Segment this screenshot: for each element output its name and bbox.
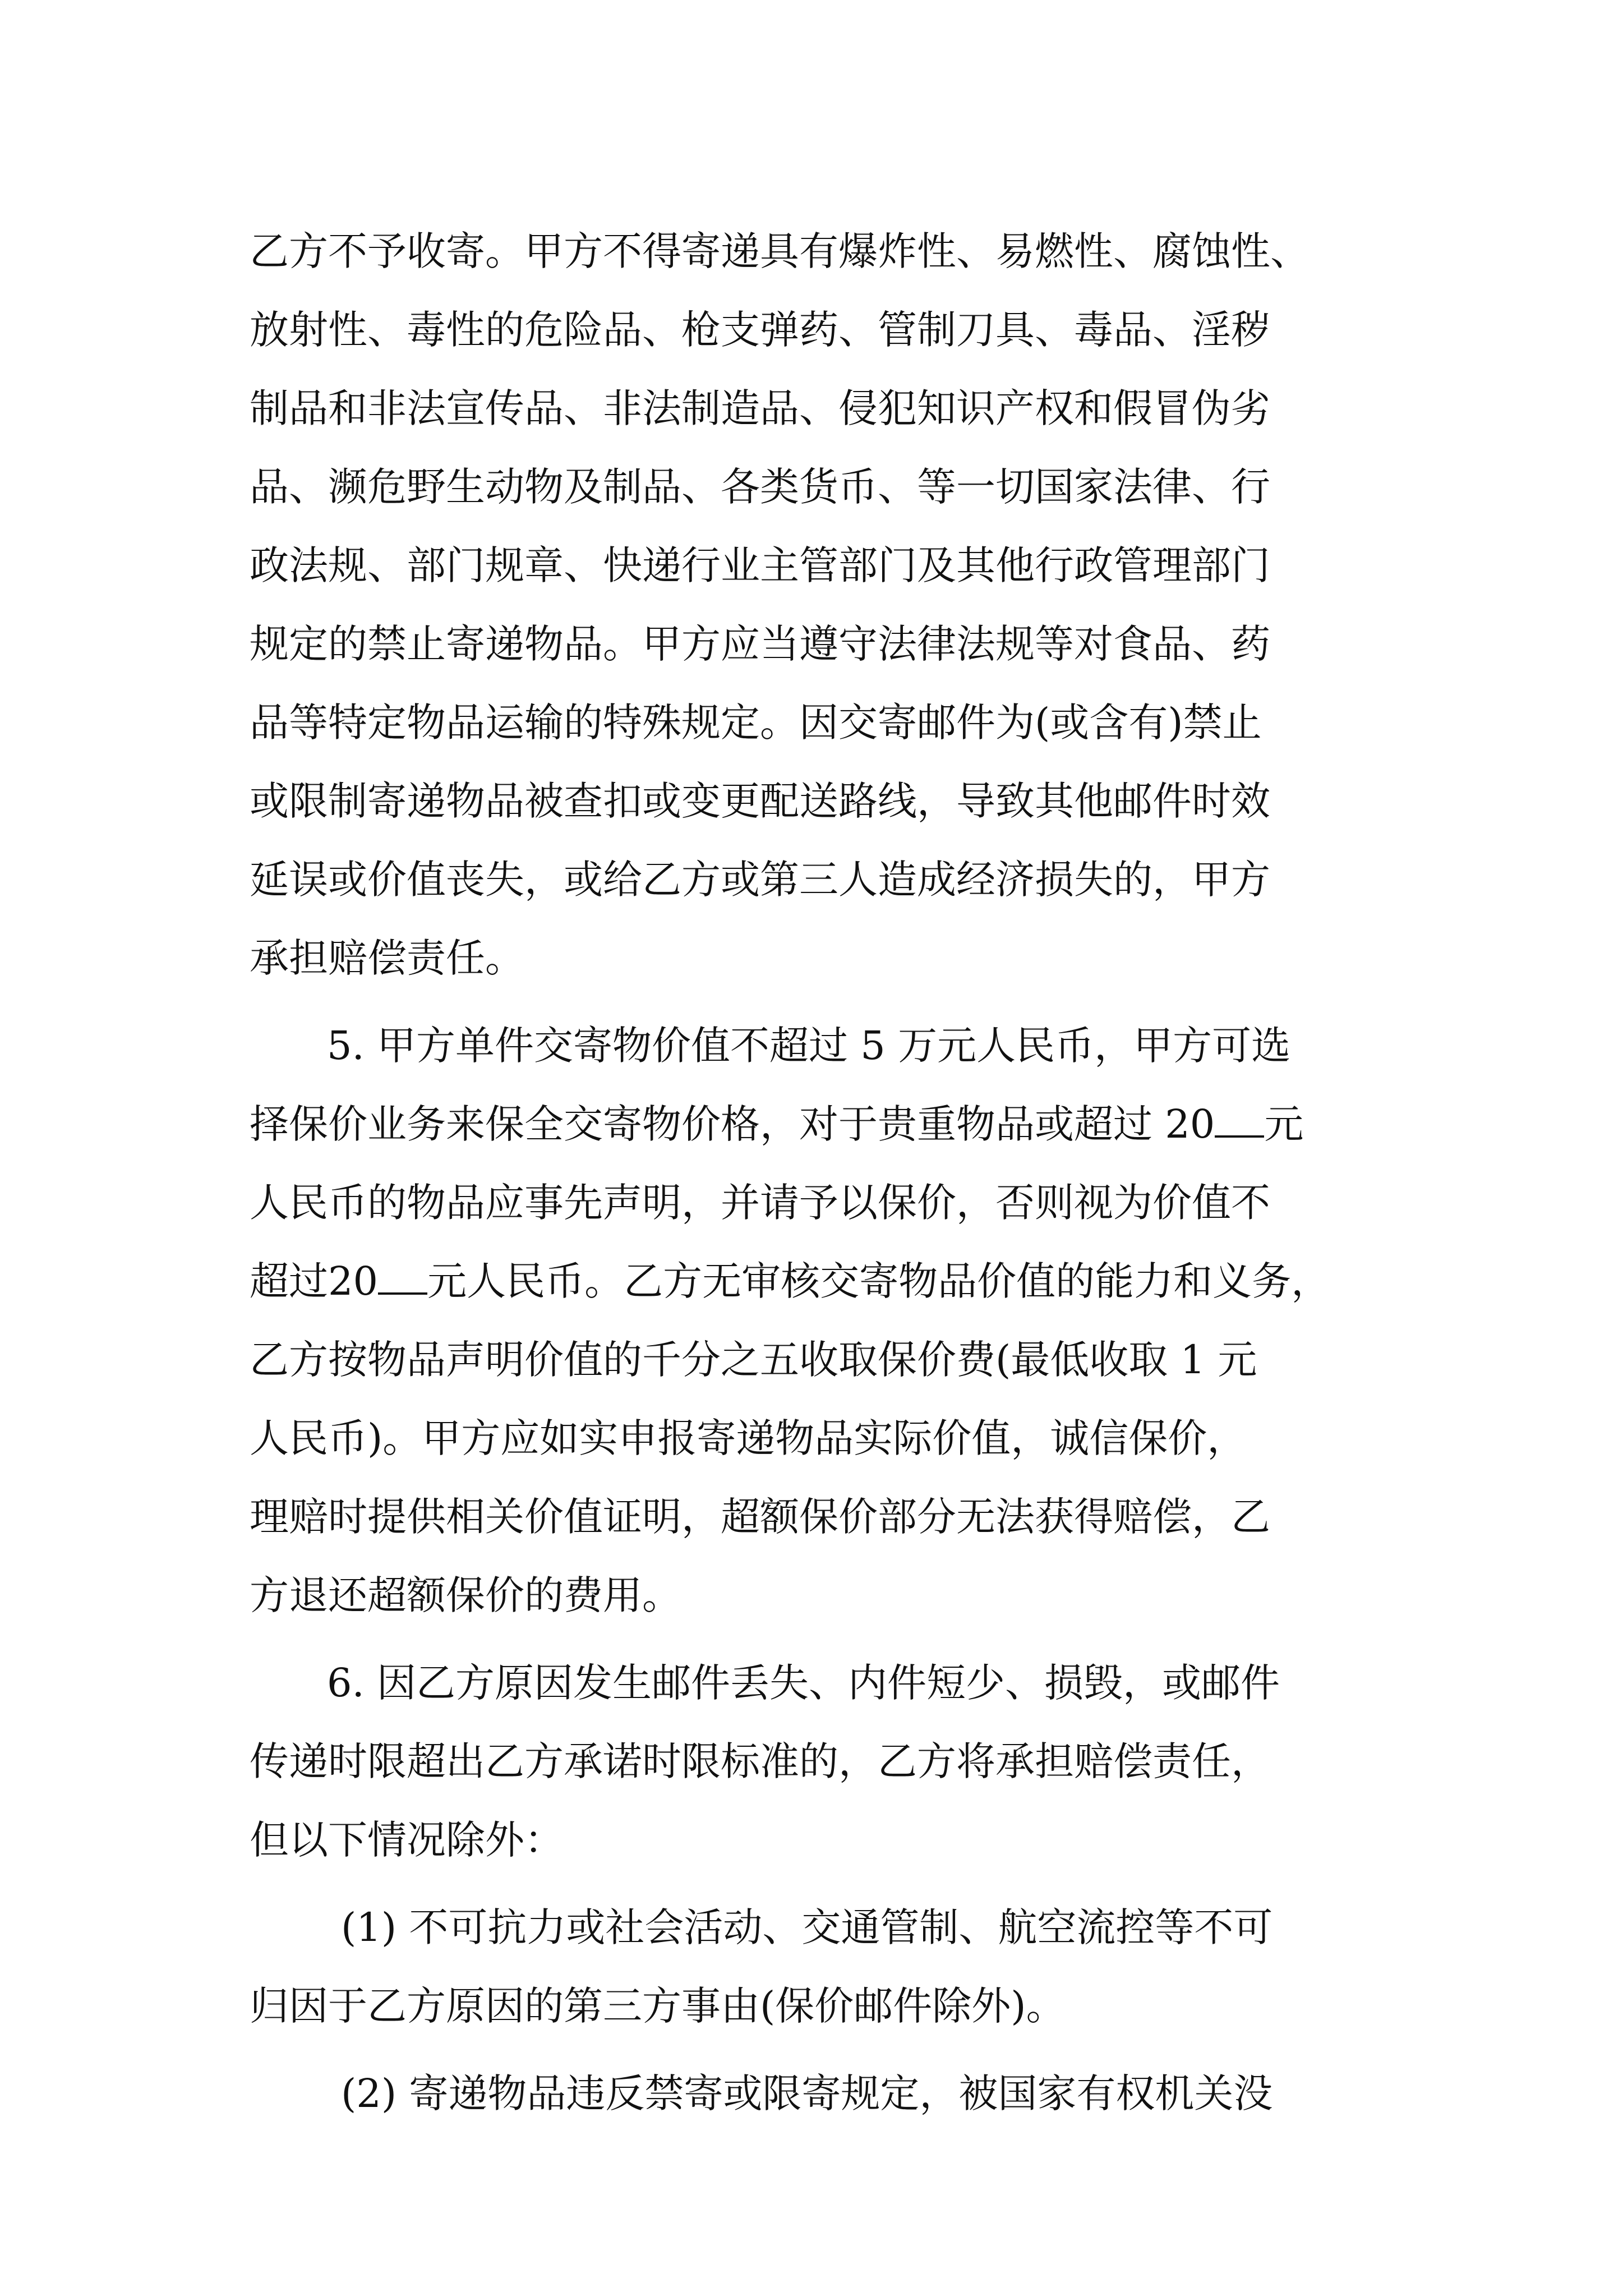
paragraph-line: 归因于乙方原因的第三方事由(保价邮件除外)。 bbox=[250, 1983, 1066, 2029]
paragraph-line: 制品和非法宣传品、非法制造品、侵犯知识产权和假冒伪劣 bbox=[250, 385, 1270, 431]
paragraph-line: 理赔时提供相关价值证明，超额保价部分无法获得赔偿，乙 bbox=[250, 1494, 1270, 1540]
paragraph-line: (2) 寄递物品违反禁寄或限寄规定，被国家有权机关没 bbox=[341, 2070, 1273, 2116]
paragraph-line: 承担赔偿责任。 bbox=[250, 935, 524, 981]
paragraph-line bbox=[250, 1085, 1388, 1163]
paragraph-line: 但以下情况除外： bbox=[250, 1817, 564, 1863]
paragraph-line: 人民币的物品应事先声明，并请予以保价，否则视为价值不 bbox=[250, 1180, 1270, 1226]
paragraph-gap bbox=[250, 1879, 1388, 1888]
paragraph-line: 延误或价值丧失，或给乙方或第三人造成经济损失的，甲方 bbox=[250, 857, 1270, 903]
paragraph-line: 乙方按物品声明价值的千分之五收取保价费(最低收取 1 元 bbox=[250, 1337, 1257, 1383]
paragraph-line: 政法规、部门规章、快递行业主管部门及其他行政管理部门 bbox=[250, 542, 1270, 588]
paragraph-line: 传递时限超出乙方承诺时限标准的，乙方将承担赔偿责任， bbox=[250, 1738, 1270, 1784]
paragraph-line: 或限制寄递物品被查扣或变更配送路线，导致其他邮件时效 bbox=[250, 778, 1270, 824]
paragraph-line: 品、濒危野生动物及制品、各类货币、等一切国家法律、行 bbox=[250, 464, 1270, 510]
paragraph-line: 6. 因乙方原因发生邮件丢失、内件短少、损毁，或邮件 bbox=[327, 1660, 1280, 1706]
paragraph-line: 方退还超额保价的费用。 bbox=[250, 1572, 681, 1618]
line-text: 择保价业务来保全交寄物价格，对于贵重物品或超过 20 bbox=[250, 1101, 1215, 1147]
paragraph-line: 品等特定物品运输的特殊规定。因交寄邮件为(或含有)禁止 bbox=[250, 700, 1262, 746]
line-text: 超过20 bbox=[250, 1258, 379, 1304]
paragraph-gap bbox=[250, 2045, 1388, 2054]
paragraph-line: (1) 不可抗力或社会活动、交通管制、航空流控等不可 bbox=[341, 1904, 1273, 1950]
paragraph-gap bbox=[250, 1635, 1388, 1644]
paragraph-line: 规定的禁止寄递物品。甲方应当遵守法律法规等对食品、药 bbox=[250, 621, 1270, 667]
line-text: 元人民币。乙方无审核交寄物品价值的能力和义务， bbox=[427, 1258, 1331, 1304]
blank-underline bbox=[1215, 1104, 1264, 1138]
blank-underline bbox=[378, 1261, 427, 1295]
paragraph-line: 人民币)。甲方应如实申报寄递物品实际价值，诚信保价， bbox=[250, 1415, 1247, 1461]
contract-text bbox=[250, 212, 1388, 2133]
paragraph-line: 放射性、毒性的危险品、枪支弹药、管制刀具、毒品、淫秽 bbox=[250, 307, 1270, 353]
paragraph-line: 乙方不予收寄。甲方不得寄递具有爆炸性、易燃性、腐蚀性、 bbox=[250, 228, 1310, 274]
paragraph-line bbox=[250, 1242, 1388, 1320]
paragraph-gap bbox=[250, 997, 1388, 1006]
paragraph-line: 5. 甲方单件交寄物价值不超过 5 万元人民币，甲方可选 bbox=[327, 1023, 1291, 1069]
line-text: 元 bbox=[1264, 1101, 1304, 1147]
